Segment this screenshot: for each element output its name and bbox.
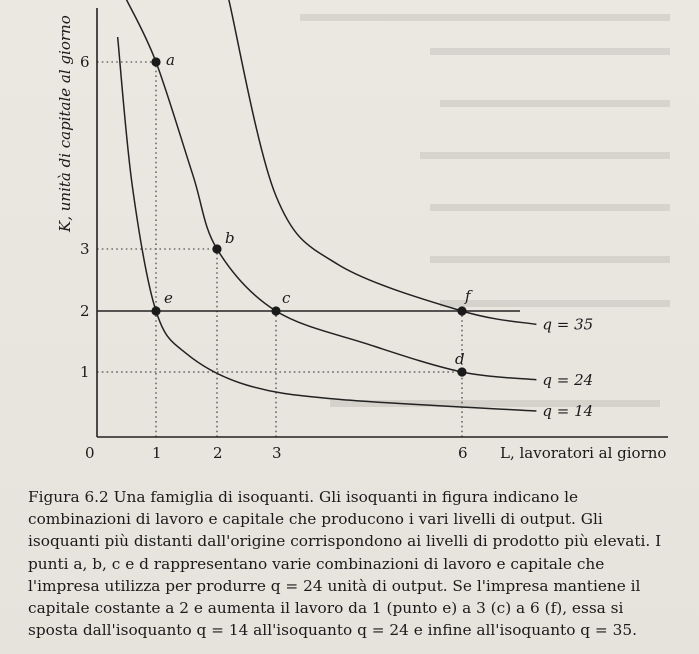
x-tick-2: 2 bbox=[213, 444, 223, 462]
series-label-q35: q = 35 bbox=[542, 315, 594, 334]
point-a bbox=[151, 57, 160, 66]
y-tick-1: 1 bbox=[80, 363, 90, 381]
origin-label: 0 bbox=[85, 444, 95, 462]
isoquant-curve-q24 bbox=[127, 0, 537, 380]
point-f bbox=[457, 306, 466, 315]
x-axis-label: L, lavoratori al giorno bbox=[500, 444, 667, 462]
x-tick-1: 1 bbox=[152, 444, 162, 462]
axis-labels bbox=[56, 15, 666, 462]
y-tick-6: 6 bbox=[80, 53, 90, 71]
x-tick-6: 6 bbox=[458, 444, 468, 462]
point-label-b: b bbox=[225, 229, 235, 247]
point-c bbox=[271, 306, 280, 315]
series-label-q14: q = 14 bbox=[542, 402, 594, 420]
caption-body: Gli isoquanti in figura indicano le combinazioni di lavoro e capitale che producono i vari livelli di output. Gli isoquanti più distanti dall'origine corrispondono ai livelli di prodotto più elevati. I punti a, b, c e d rappresentano varie combinazioni di lavoro e capitale che l'impresa utilizza per produrre q = 24 unità di output. Se l'impresa mantiene il capitale costante a 2 e aumenta il lavoro da 1 (punto e) a 3 (c) a 6 (f), essa si sposta dall'isoquanto q = 14 all'isoquanto q = 24 e infine all'isoquanto q = 35. bbox=[28, 488, 662, 640]
figure-caption bbox=[28, 486, 678, 641]
series-label-q24: q = 24 bbox=[542, 370, 594, 389]
point-d bbox=[457, 367, 466, 376]
point-label-a: a bbox=[166, 51, 175, 69]
caption-title: Figura 6.2 Una famiglia di isoquanti. bbox=[28, 488, 315, 506]
point-label-c: c bbox=[282, 289, 291, 307]
point-label-f: f bbox=[465, 287, 471, 305]
x-tick-3: 3 bbox=[272, 444, 282, 462]
bleed-through-text bbox=[300, 14, 670, 407]
point-label-d: d bbox=[455, 350, 465, 368]
point-e bbox=[151, 306, 160, 315]
isoquant-curve-q14 bbox=[118, 37, 537, 411]
point-label-e: e bbox=[164, 289, 173, 307]
point-b bbox=[212, 244, 221, 253]
y-axis-label: K, unità di capitale al giorno bbox=[56, 15, 74, 232]
guide-lines bbox=[97, 62, 520, 437]
y-tick-3: 3 bbox=[80, 240, 90, 258]
y-tick-2: 2 bbox=[80, 302, 90, 320]
